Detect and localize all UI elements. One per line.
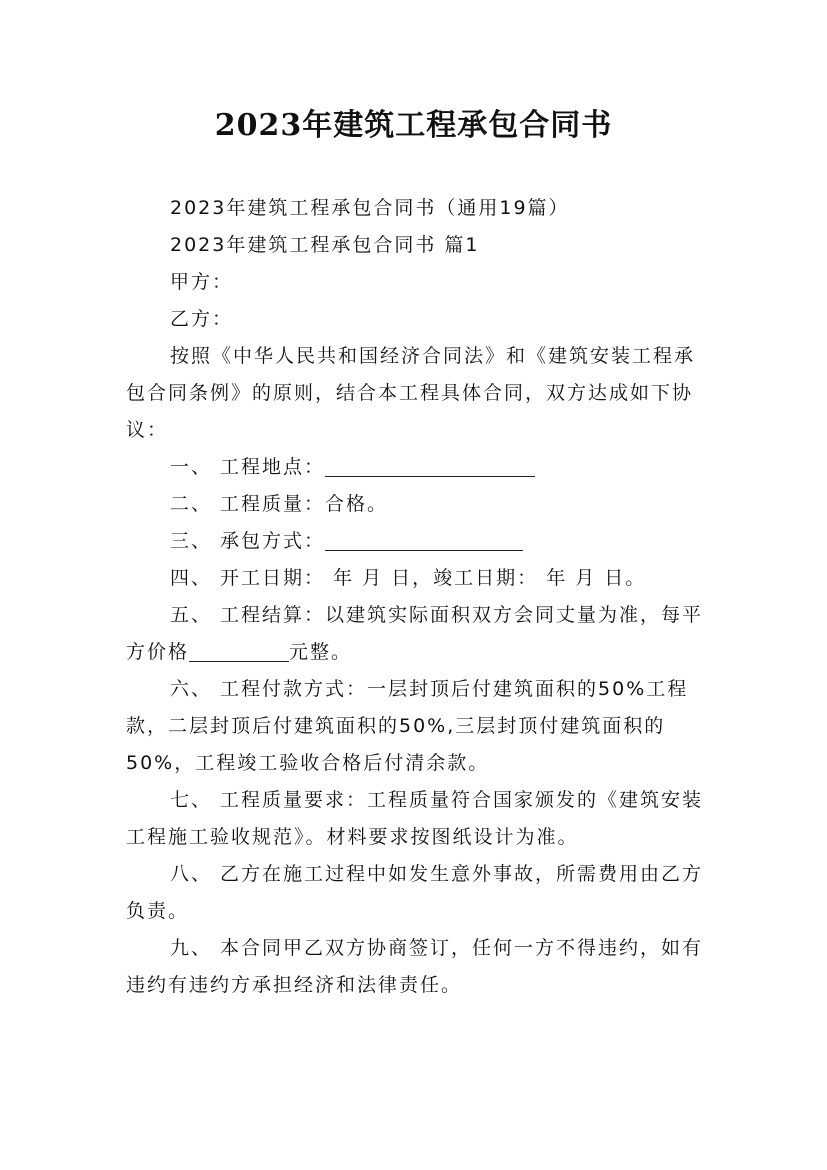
document-body: [126, 190, 706, 1004]
clause-2: 二、 工程质量：合格。: [170, 493, 389, 515]
clause-5-text: 五、 工程结算：以建筑实际面积双方会同丈量为准，每平方价格: [126, 604, 704, 663]
paragraph-party-a: 甲方：: [170, 271, 234, 293]
clause-5-suffix: 元整。: [289, 641, 353, 663]
paragraph-subtitle: 2023年建筑工程承包合同书（通用19篇）: [170, 197, 570, 219]
clause-9: 九、 本合同甲乙双方协商签订，任何一方不得违约，如有违约有违约方承担经济和法律责任。: [126, 937, 704, 996]
paragraph-preamble: 按照《中华人民共和国经济合同法》和《建筑安装工程承包合同条例》的原则，结合本工程具体合同，双方达成如下协议：: [126, 345, 696, 441]
paragraph-party-b: 乙方：: [170, 308, 234, 330]
price-blank-line: [189, 641, 289, 662]
clause-1-text: 一、 工程地点：: [170, 456, 326, 478]
document-title: 2023年建筑工程承包合同书: [214, 108, 613, 143]
clause-4: 四、 开工日期： 年 月 日，竣工日期： 年 月 日。: [170, 567, 647, 589]
method-blank-line: [325, 530, 523, 551]
clause-3: [126, 523, 706, 560]
clause-8: 八、 乙方在施工过程中如发生意外事故，所需费用由乙方负责。: [126, 863, 704, 922]
clause-7: 七、 工程质量要求：工程质量符合国家颁发的《建筑安装工程施工验收规范》。材料要求按图纸设计为准。: [126, 789, 704, 848]
clause-6: 六、 工程付款方式：一层封顶后付建筑面积的50%工程款，二层封顶后付建筑面积的50%,三层封顶付建筑面积的50%，工程竣工验收合格后付清余款。: [126, 678, 689, 774]
paragraph-section-heading: 2023年建筑工程承包合同书 篇1: [170, 234, 480, 256]
clause-5: [126, 597, 706, 671]
site-blank-line: [325, 456, 535, 477]
clause-1: [126, 449, 706, 486]
clause-3-text: 三、 承包方式：: [170, 530, 326, 552]
